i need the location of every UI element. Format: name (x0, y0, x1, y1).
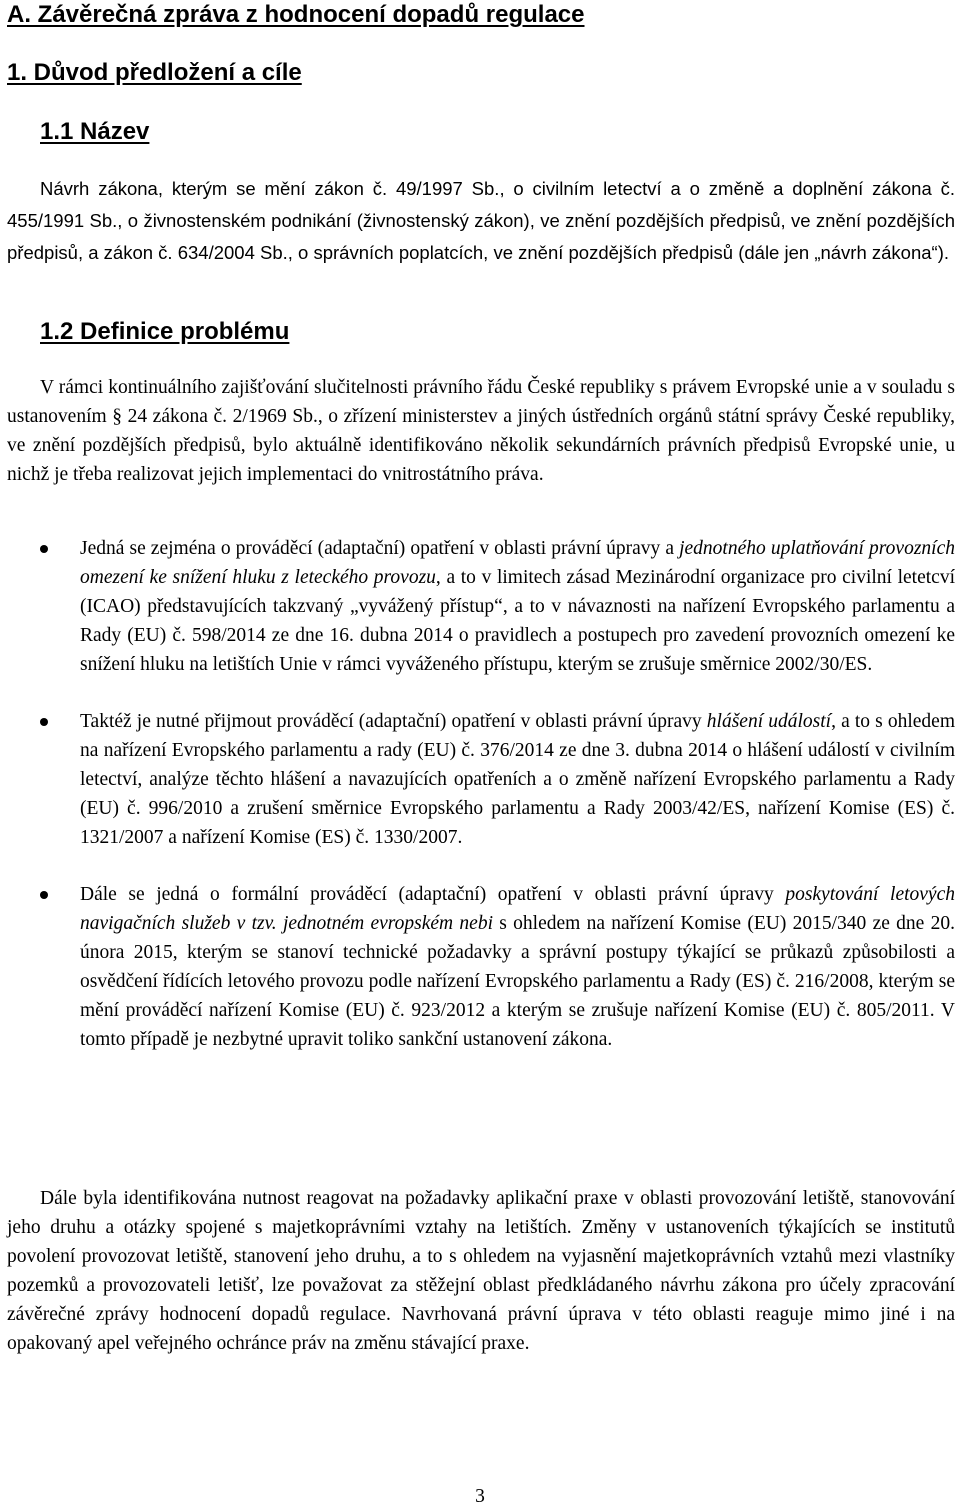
definition-paragraph: V rámci kontinuálního zajišťování slučitelnosti právního řádu České republiky s právem Evropské unie a v souladu s ustanovením § 24 zákona č. 2/1969 Sb., o zřízení ministerstev a jiných ústředních orgánů státní správy České republiky, ve znění pozdějších předpisů, bylo aktuálně identifikováno několik sekundárních právních předpisů Evropské unie, u nichž je třeba realizovat jejich implementaci do vnitrostátního práva. (7, 377, 955, 485)
bullet-icon (40, 891, 48, 899)
section-heading-reasons: 1. Důvod předložení a cíle (7, 59, 302, 86)
name-paragraph: Návrh zákona, kterým se mění zákon č. 49/1997 Sb., o civilním letectví a o změně a doplnění zákona č. 455/1991 Sb., o živnostenském podnikání (živnostenský zákon), ve znění pozdějších předpisů, ve znění pozdějších předpisů, a zákon č. 634/2004 Sb., o správních poplatcích, ve znění pozdějších předpisů (dále jen „návrh zákona“). (7, 178, 955, 263)
implementation-list (0, 534, 960, 1082)
practice-paragraph: Dále byla identifikována nutnost reagovat na požadavky aplikační praxe v oblasti provozování letiště, stanovování jeho druhu a otázky spojené s majetkoprávními vztahy na letištích. Změny v ustanoveních týkajících se institutů povolení provozovat letiště, stanovení jeho druhu, a to s ohledem na vyjasnění majetkoprávních vztahů mezi vlastníky pozemků a provozovateli letišť, lze považovat za stěžejní oblast předkládaného návrhu zákona pro účely zpracování závěrečné zprávy hodnocení dopadů regulace. Navrhovaná právní úprava v této oblasti reaguje mimo jiné i na opakovaný apel veřejného ochránce práv na změnu stávající praxe. (7, 1188, 955, 1354)
list-item-text: Dále se jedná o formální prováděcí (adaptační) opatření v oblasti právní úpravy poskytování letových navigačních služeb v tzv. jednotném evropském nebi s ohledem na nařízení Komise (EU) 2015/340 ze dne 20. února 2015, kterým se stanoví technické požadavky a správní postupy týkající se průkazů způsobilosti a osvědčení řídících letového provozu podle nařízení Evropského parlamentu a Rady (ES) č. 216/2008, kterým se mění prováděcí nařízení Komise (EU) č. 923/2012 a kterým se zrušuje nařízení Komise (EU) č. 805/2011. V tomto případě je nezbytné upravit toliko sankční ustanovení zákona. (80, 884, 955, 1050)
list-item (0, 707, 960, 852)
list-item-text: Taktéž je nutné přijmout prováděcí (adaptační) opatření v oblasti právní úpravy hlášení událostí, a to s ohledem na nařízení Evropského parlamentu a rady (EU) č. 376/2014 ze dne 3. dubna 2014 o hlášení událostí v civilním letectví, analýze těchto hlášení a navazujících opatřeních a o změně nařízení Evropského parlamentu a Rady (EU) č. 996/2010 a zrušení směrnice Evropského parlamentu a Rady 2003/42/ES, nařízení Komise (ES) č. 1321/2007 a nařízení Komise (ES) č. 1330/2007. (80, 711, 956, 848)
report-heading: A. Závěrečná zpráva z hodnocení dopadů regulace (7, 1, 585, 28)
list-item-text: Jedná se zejména o prováděcí (adaptační) opatření v oblasti právní úpravy a jednotného uplatňování provozních omezení ke snížení hluku z leteckého provozu, a to v limitech zásad Mezinárodní organizace pro civilní letetcví (ICAO) představujících takzvaný „vyvážený přístup“, a to v návaznosti na nařízení Evropského parlamentu a Rady (EU) č. 598/2014 ze dne 16. dubna 2014 o pravidlech a postupech pro zavedení provozních omezení ke snížení hluku na letištích Unie v rámci vyváženého přístupu, kterým se zrušuje směrnice 2002/30/ES. (80, 538, 955, 675)
bullet-icon (40, 545, 48, 553)
list-item (0, 534, 960, 679)
bullet-icon (40, 718, 48, 726)
subsection-heading-problem: 1.2 Definice problému (40, 318, 290, 345)
subsection-heading-name: 1.1 Název (40, 118, 150, 145)
list-item (0, 880, 960, 1054)
page-number: 3 (475, 1486, 485, 1507)
